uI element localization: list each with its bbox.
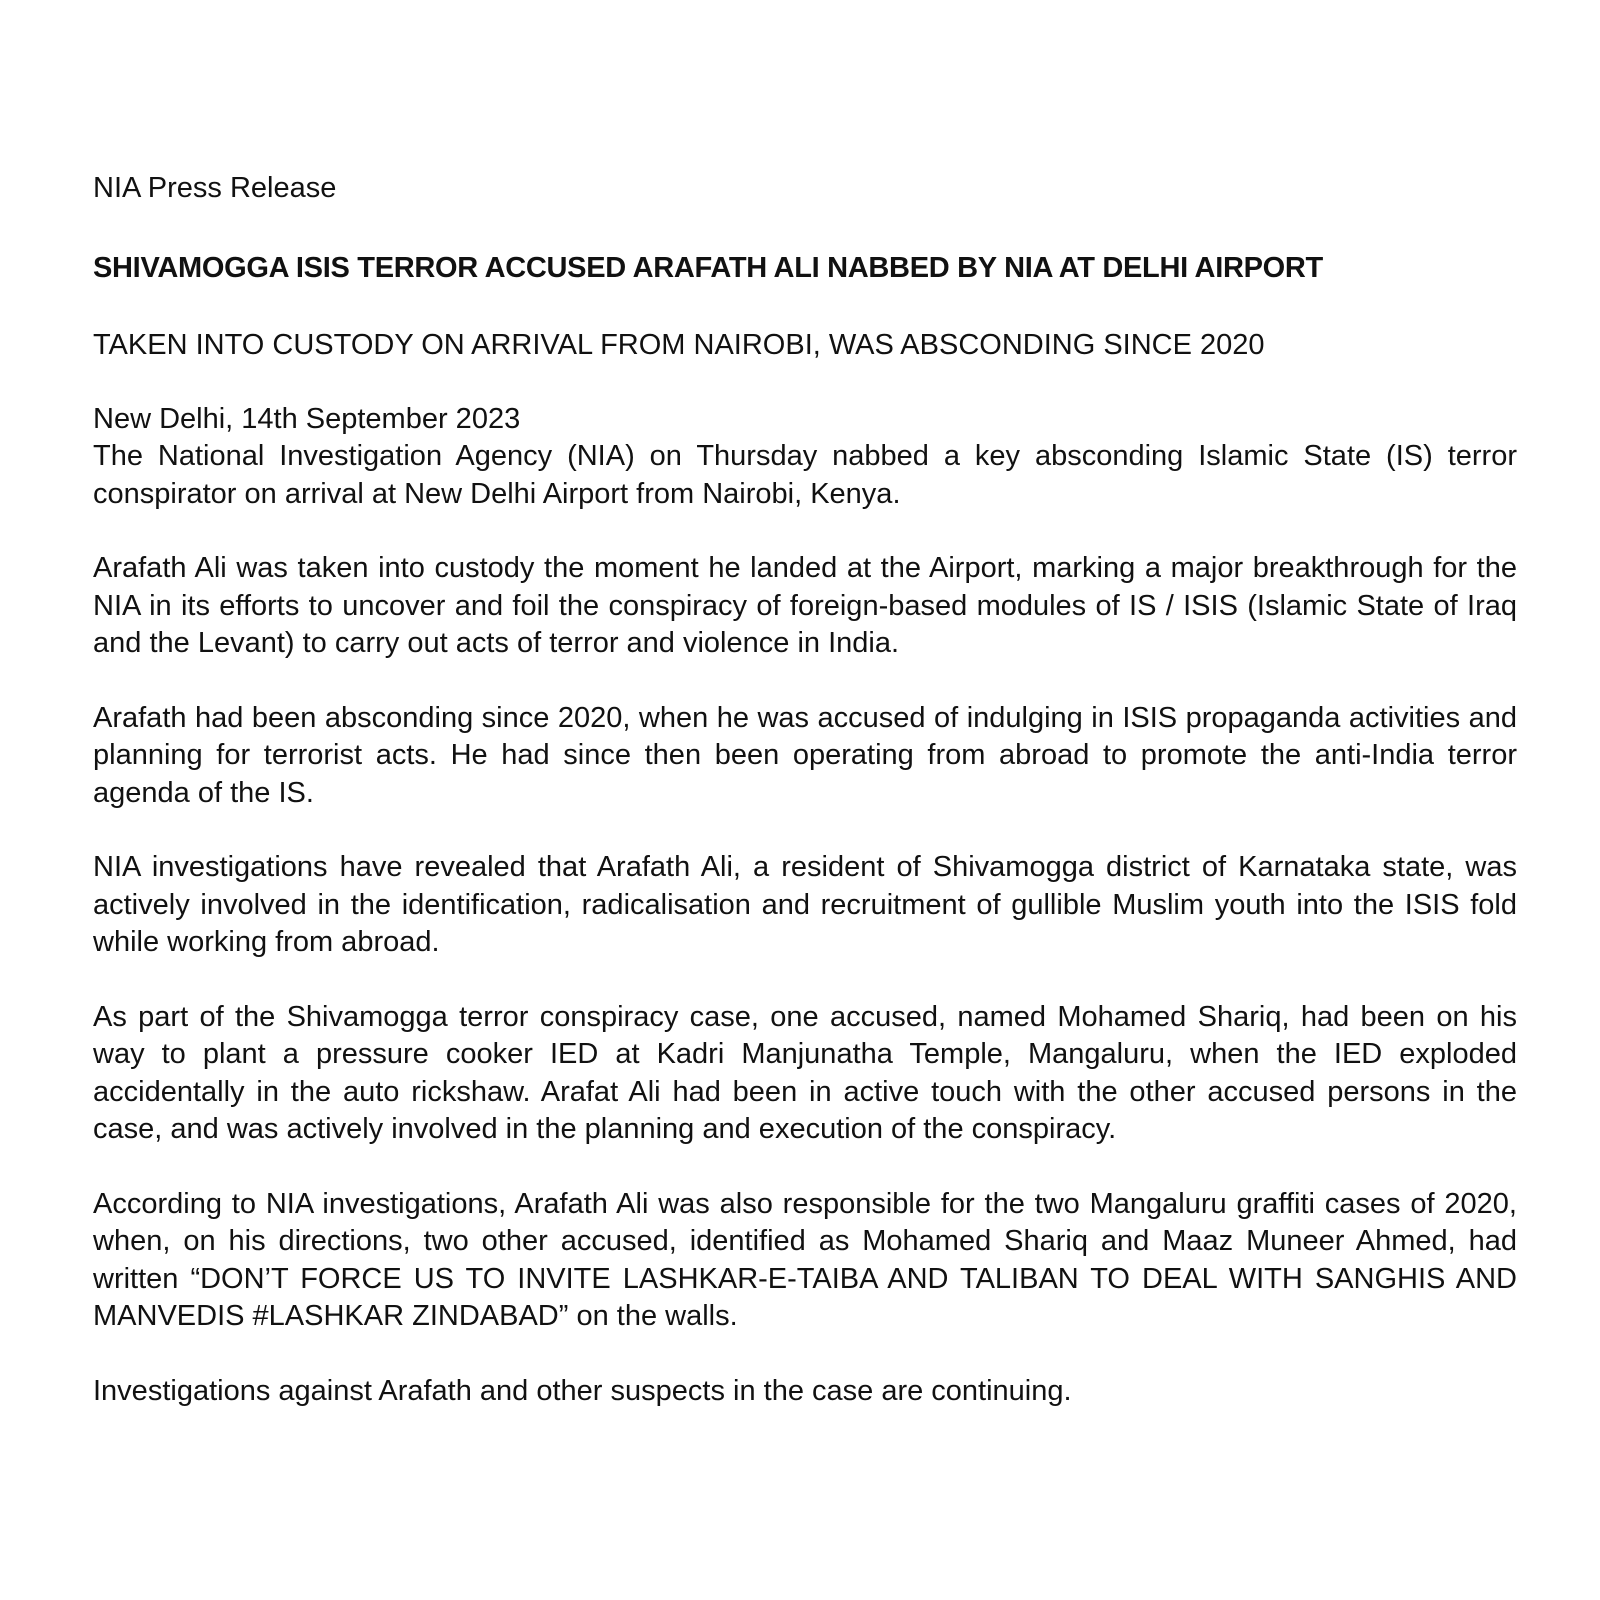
document-label: NIA Press Release: [93, 172, 337, 204]
dateline: New Delhi, 14th September 2023: [93, 402, 521, 435]
paragraph-1: The National Investigation Agency (NIA) on Thursday nabbed a key absconding Islamic State (IS) terror conspirator on arrival at New Delhi Airport from Nairobi, Kenya.: [93, 440, 1517, 510]
paragraph-5: As part of the Shivamogga terror conspiracy case, one accused, named Mohamed Shariq, had been on his way to plant a pressure cooker IED at Kadri Manjunatha Temple, Mangaluru, when the IED exploded accidentally in the auto rickshaw. Arafat Ali had been in active touch with the other accused persons in the case, and was actively involved in the planning and execution of the conspiracy.: [93, 1000, 1517, 1145]
headline: SHIVAMOGGA ISIS TERROR ACCUSED ARAFATH ALI NABBED BY NIA AT DELHI AIRPORT: [93, 251, 1323, 284]
paragraph-4: NIA investigations have revealed that Arafath Ali, a resident of Shivamogga district of Karnataka state, was actively involved in the identification, radicalisation and recruitment of gullible Muslim youth into the ISIS fold while working from abroad.: [93, 851, 1517, 958]
subheadline: TAKEN INTO CUSTODY ON ARRIVAL FROM NAIROBI, WAS ABSCONDING SINCE 2020: [93, 329, 1265, 361]
paragraph-6: According to NIA investigations, Arafath Ali was also responsible for the two Mangaluru graffiti cases of 2020, when, on his directions, two other accused, identified as Mohamed Shariq and Maaz Muneer Ahmed, had written “DON’T FORCE US TO INVITE LASHKAR-E-TAIBA AND TALIBAN TO DEAL WITH SANGHIS AND MANVEDIS #LASHKAR ZINDABAD” on the walls.: [93, 1187, 1517, 1332]
paragraph-7: Investigations against Arafath and other suspects in the case are continuing.: [93, 1374, 1072, 1407]
paragraph-2: Arafath Ali was taken into custody the moment he landed at the Airport, marking a major breakthrough for the NIA in its efforts to uncover and foil the conspiracy of foreign-based modules of IS / ISIS (Islamic State of Iraq and the Levant) to carry out acts of terror and violence in India.: [93, 552, 1517, 659]
press-release: [93, 170, 1517, 1447]
paragraph-3: Arafath had been absconding since 2020, when he was accused of indulging in ISIS propaganda activities and planning for terrorist acts. He had since then been operating from abroad to promote the anti-India terror agenda of the IS.: [93, 701, 1517, 809]
